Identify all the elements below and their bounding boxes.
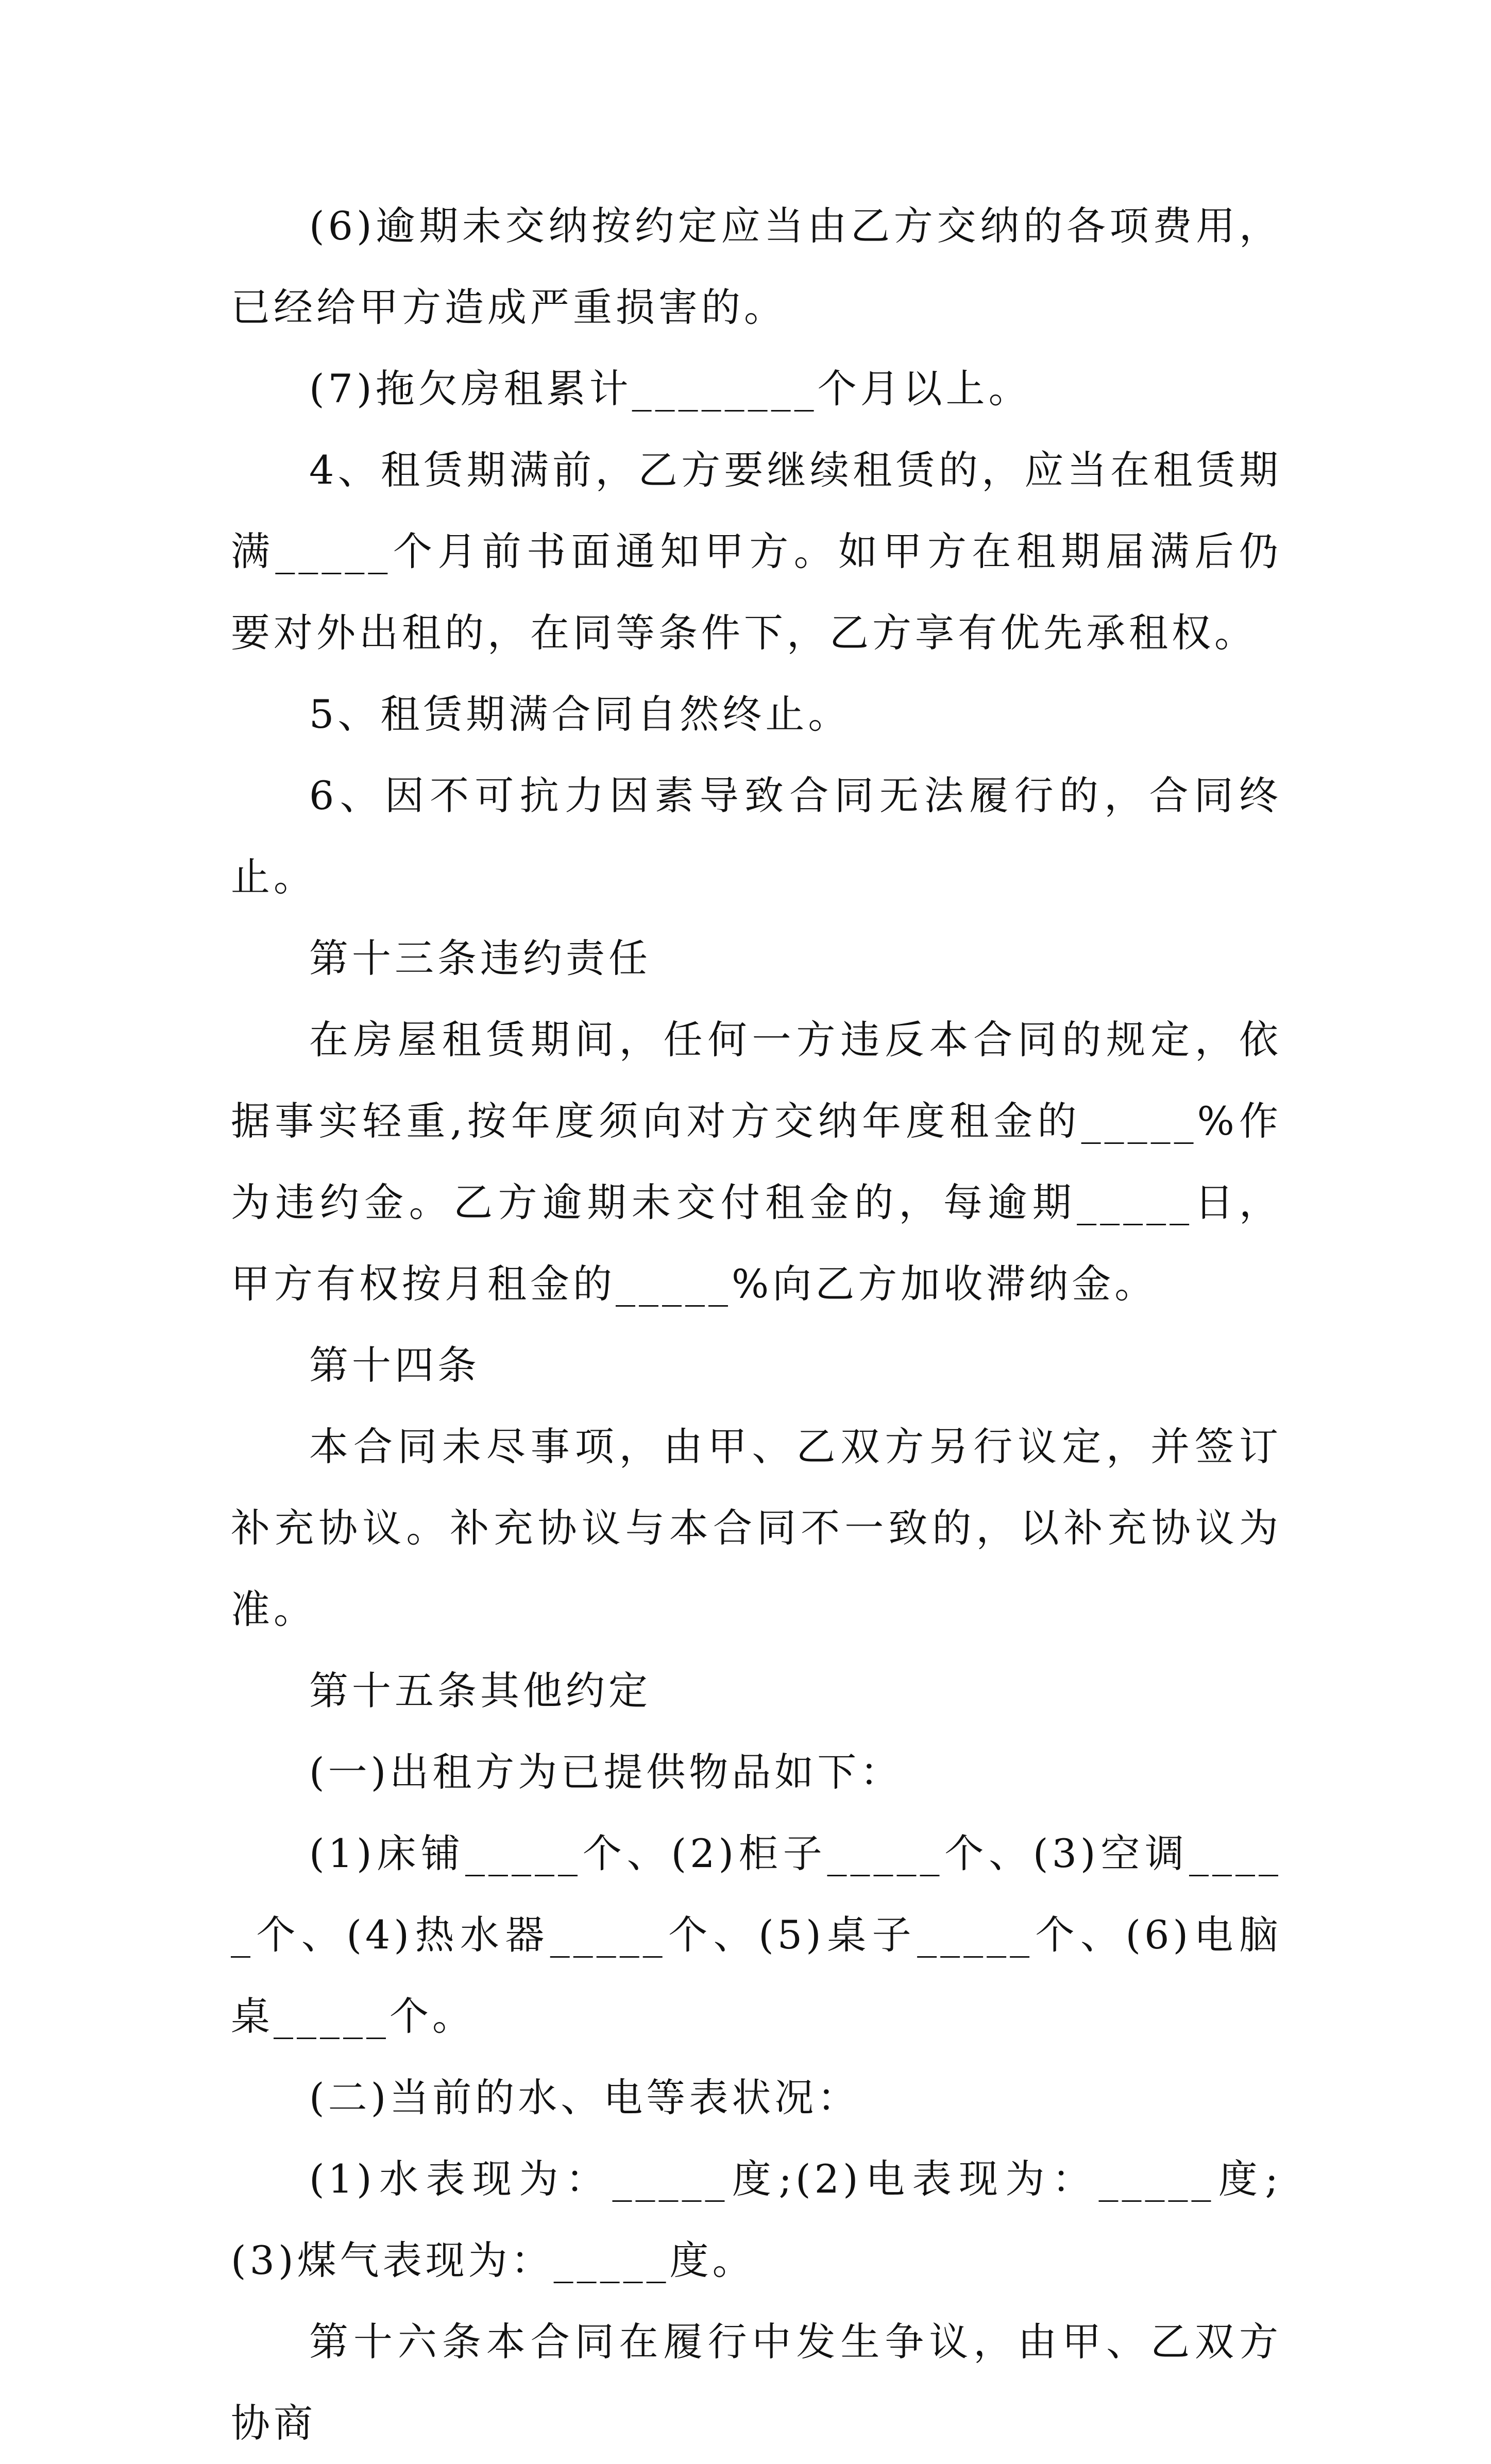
provided-items-list: (1)床铺_____个、(2)柜子_____个、(3)空调_____个、(4)热水器_____个、(5)桌子_____个、(6)电脑桌_____个。 — [231, 1830, 1282, 2039]
article-14-supplementary: 本合同未尽事项，由甲、乙双方另行议定，并签订补充协议。补充协议与本合同不一致的，以补充协议为准。 — [231, 1424, 1282, 1632]
clause-overdue-fees: (6)逾期未交纳按约定应当由乙方交纳的各项费用，已经给甲方造成严重损害的。 — [231, 203, 1282, 330]
clause-rent-arrears: (7)拖欠房租累计________个月以上。 — [309, 366, 1031, 412]
article-13-heading: 第十三条违约责任 — [309, 935, 651, 981]
provided-items-intro: (一)出租方为已提供物品如下： — [309, 1749, 903, 1795]
meter-readings: (1)水表现为：_____度;(2)电表现为：_____度;(3)煤气表现为：_____度。 — [231, 2156, 1282, 2283]
clause-natural-termination: 5、租赁期满合同自然终止。 — [309, 691, 851, 737]
article-13-liability: 在房屋租赁期间，任何一方违反本合同的规定，依据事实轻重,按年度须向对方交纳年度租金的_____%作为违约金。乙方逾期未交付租金的，每逾期_____日，甲方有权按月租金的_____%向乙方加收滞纳金。 — [231, 1017, 1282, 1307]
article-16-dispute: 第十六条本合同在履行中发生争议，由甲、乙双方协商 — [231, 2319, 1282, 2446]
clause-renewal-notice: 4、租赁期满前，乙方要继续租赁的，应当在租赁期满_____个月前书面通知甲方。如甲方在租期届满后仍要对外出租的，在同等条件下，乙方享有优先承租权。 — [231, 447, 1282, 656]
article-15-heading: 第十五条其他约定 — [309, 1668, 651, 1714]
article-14-heading: 第十四条 — [309, 1342, 480, 1388]
clause-force-majeure: 6、因不可抗力因素导致合同无法履行的，合同终止。 — [231, 773, 1282, 900]
contract-body — [231, 185, 1282, 2464]
meter-status-intro: (二)当前的水、电等表状况： — [309, 2075, 860, 2120]
